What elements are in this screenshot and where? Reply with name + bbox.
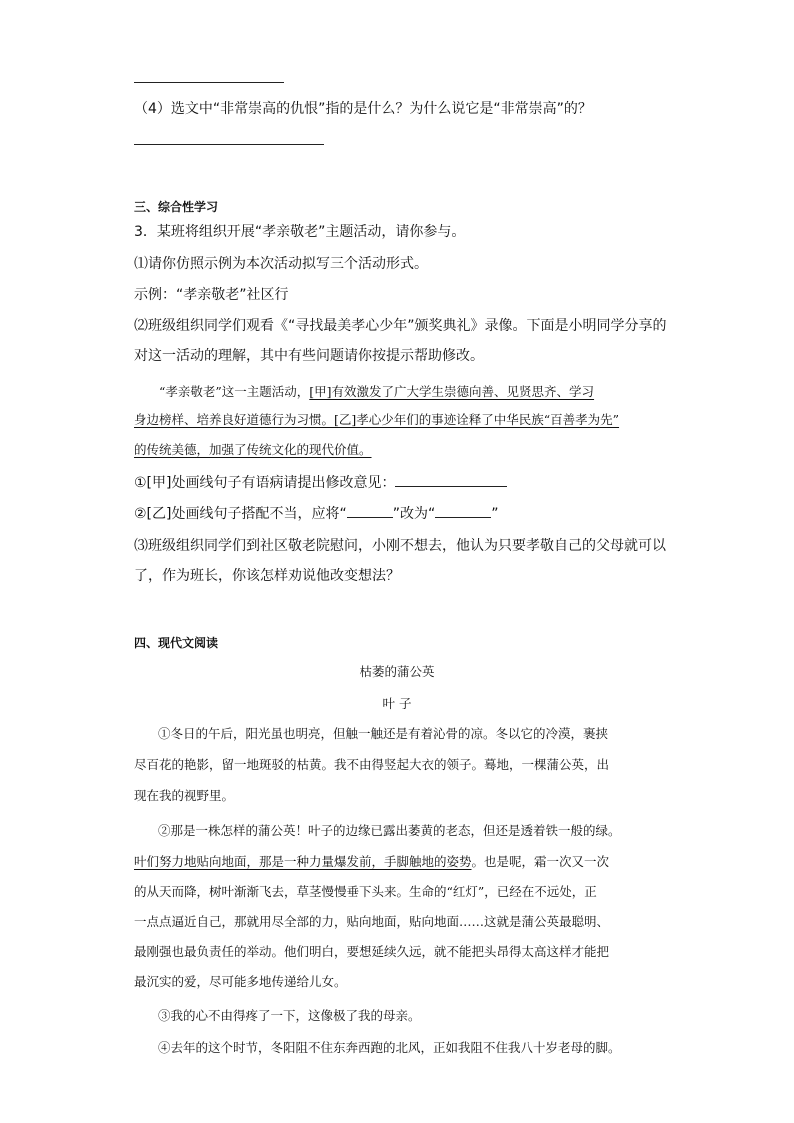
answer-line [134,82,284,83]
answer-blank[interactable] [347,503,393,518]
section-4-heading: 四、现代文阅读 [134,636,219,650]
sub-question-1-text: ①[甲]处画线句子有语病请提出修改意见： [134,475,396,491]
sub-question-2-text: ” [491,506,499,522]
question-3-part-3-line-2: 了，作为班长，你该怎样劝说他改变想法？ [134,568,400,584]
question-4: （4）选文中“非常崇高的仇恨”指的是什么？为什么说它是“非常崇高”的？ [134,101,592,117]
sub-question-1 [134,472,507,493]
paragraph-2-line-2 [134,852,609,870]
underlined-sentence-yi: [乙]孝心少年们的事迹诠释了中华民族“百善孝为先” [334,412,620,427]
paragraph-1-line-3: 现在我的视野里。 [134,788,235,803]
underlined-sentence-jia: [甲]有效激发了广大学生崇德向善、见贤思齐、学习 [309,384,595,399]
article-title: 枯萎的蒲公英 [359,664,435,679]
passage-line-1 [159,382,594,400]
question-3-part-3-line-1: ⑶班级组织同学们到社区敬老院慰问，小刚不想去，他认为只要孝敬自己的父母就可以 [134,538,666,554]
question-3-part-2-line-2: 对这一活动的理解，其中有些问题请你按提示帮助修改。 [134,348,484,364]
paragraph-1-line-1: ①冬日的午后，阳光虽也明亮，但触一触还是有着沁骨的凉。冬以它的冷漠，裹挟 [158,726,609,741]
article-author: 叶 子 [382,696,412,711]
question-3-intro: 3．某班将组织开展“孝亲敬老”主题活动，请你参与。 [134,224,466,240]
paragraph-3: ③我的心不由得疼了一下，这像极了我的母亲。 [158,1008,421,1023]
answer-blank[interactable] [435,503,491,518]
paragraph-text: 。也是呢，霜一次又一次 [471,854,610,869]
underlined-sentence-yi: 的传统美德，加强了传统文化的现代价值。 [134,442,372,457]
paragraph-4: ④去年的这个时节，冬阳阻不住东奔西跑的北风，正如我阻不住我八十岁老母的脚。 [158,1040,621,1055]
paragraph-2-line-1: ②那是一株怎样的蒲公英！叶子的边缘已露出萎黄的老态，但还是透着铁一般的绿。 [158,823,621,838]
passage-text: “孝亲敬老”这一主题活动， [159,384,310,399]
passage-line-3 [134,440,372,458]
underlined-sentence: 叶们努力地贴向地面，那是一种力量爆发前，手脚触地的姿势 [134,854,472,869]
paragraph-2-line-3: 的从天而降，树叶渐渐飞去，草茎慢慢垂下头来。生命的“红灯”，已经在不远处，正 [134,884,597,899]
sub-question-2-text: ②[乙]处画线句子搭配不当，应将“ [134,506,347,522]
paragraph-2-line-5: 最刚强也最负责任的举动。他们明白，要想延续久远，就不能把头昂得太高这样才能把 [134,944,610,959]
underlined-sentence-jia: 身边榜样、培养良好道德行为习惯。 [134,412,335,427]
paragraph-2-line-6: 最沉实的爱，尽可能多地传递给儿女。 [134,974,347,989]
sub-question-2 [134,503,499,524]
example-text: 示例：“孝亲敬老”社区行 [134,287,289,303]
section-3-heading: 三、综合性学习 [134,200,219,214]
answer-blank[interactable] [395,472,507,487]
paragraph-2-line-4: 一点点逼近自己，那就用尽全部的力，贴向地面，贴向地面……这就是蒲公英最聪明、 [134,914,610,929]
question-3-part-2-line-1: ⑵班级组织同学们观看《“寻找最美孝心少年”颁奖典礼》录像。下面是小明同学分享的 [134,318,667,334]
question-3-part-1: ⑴请你仿照示例为本次活动拟写三个活动形式。 [134,256,428,272]
sub-question-2-text: ”改为“ [392,506,436,522]
passage-line-2 [134,410,619,428]
paragraph-1-line-2: 尽百花的艳影，留一地斑驳的枯黄。我不由得竖起大衣的领子。蓦地，一棵蒲公英，出 [134,757,610,772]
answer-line [134,144,324,145]
